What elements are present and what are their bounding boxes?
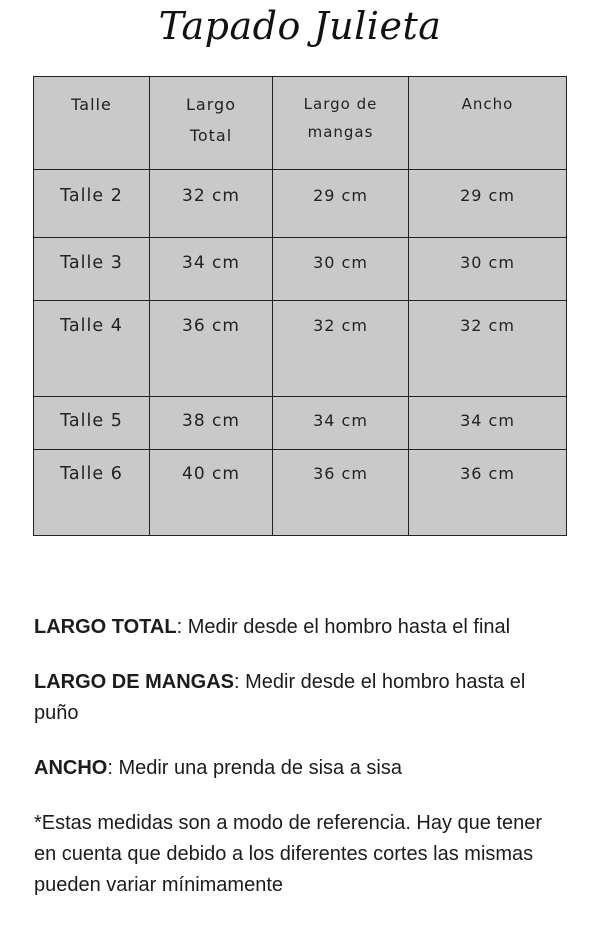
note-ancho-term: ANCHO [34,757,108,779]
cell-ancho: 29 cm [409,170,567,238]
header-largo-mangas-label: Largo de mangas [303,95,378,141]
table-row [34,238,567,301]
cell-largo-mangas: 30 cm [273,238,409,301]
header-largo-total [150,77,273,170]
note-largo-mangas [34,667,564,729]
cell-largo-total: 34 cm [150,238,273,301]
cell-ancho: 30 cm [409,238,567,301]
cell-largo-mangas: 34 cm [273,397,409,450]
cell-largo-mangas: 36 cm [273,450,409,536]
cell-largo-total: 38 cm [150,397,273,450]
cell-talle: Talle 6 [34,450,150,536]
header-talle: Talle [34,77,150,170]
table-row [34,170,567,238]
note-disclaimer: *Estas medidas son a modo de referencia. Hay que tener en cuenta que debido a los diferentes cortes las mismas pueden variar mínimamente [34,812,543,896]
cell-largo-total: 32 cm [150,170,273,238]
note-largo-total-text: : Medir desde el hombro hasta el final [176,616,511,638]
note-largo-total-term: LARGO TOTAL [34,616,177,638]
cell-talle: Talle 4 [34,301,150,397]
cell-largo-mangas: 29 cm [273,170,409,238]
cell-talle: Talle 2 [34,170,150,238]
cell-largo-total: 36 cm [150,301,273,397]
size-chart-table [33,76,567,536]
cell-ancho: 34 cm [409,397,567,450]
cell-talle: Talle 3 [34,238,150,301]
note-largo-total [34,612,564,643]
measurement-notes [34,612,564,901]
note-ancho [34,753,564,784]
header-ancho: Ancho [409,77,567,170]
table-row [34,450,567,536]
cell-ancho: 32 cm [409,301,567,397]
header-largo-total-label: Largo Total [186,95,236,145]
note-ancho-text: : Medir una prenda de sisa a sisa [107,757,402,779]
note-largo-mangas-term: LARGO DE MANGAS [34,671,234,693]
cell-largo-mangas: 32 cm [273,301,409,397]
table-row [34,397,567,450]
page-title: Tapado Julieta [158,4,442,48]
table-row [34,301,567,397]
note-largo-mangas-text: : Medir desde el hombro hasta el puño [34,671,526,724]
header-largo-mangas [273,77,409,170]
table-header-row [34,77,567,170]
cell-talle: Talle 5 [34,397,150,450]
cell-largo-total: 40 cm [150,450,273,536]
cell-ancho: 36 cm [409,450,567,536]
